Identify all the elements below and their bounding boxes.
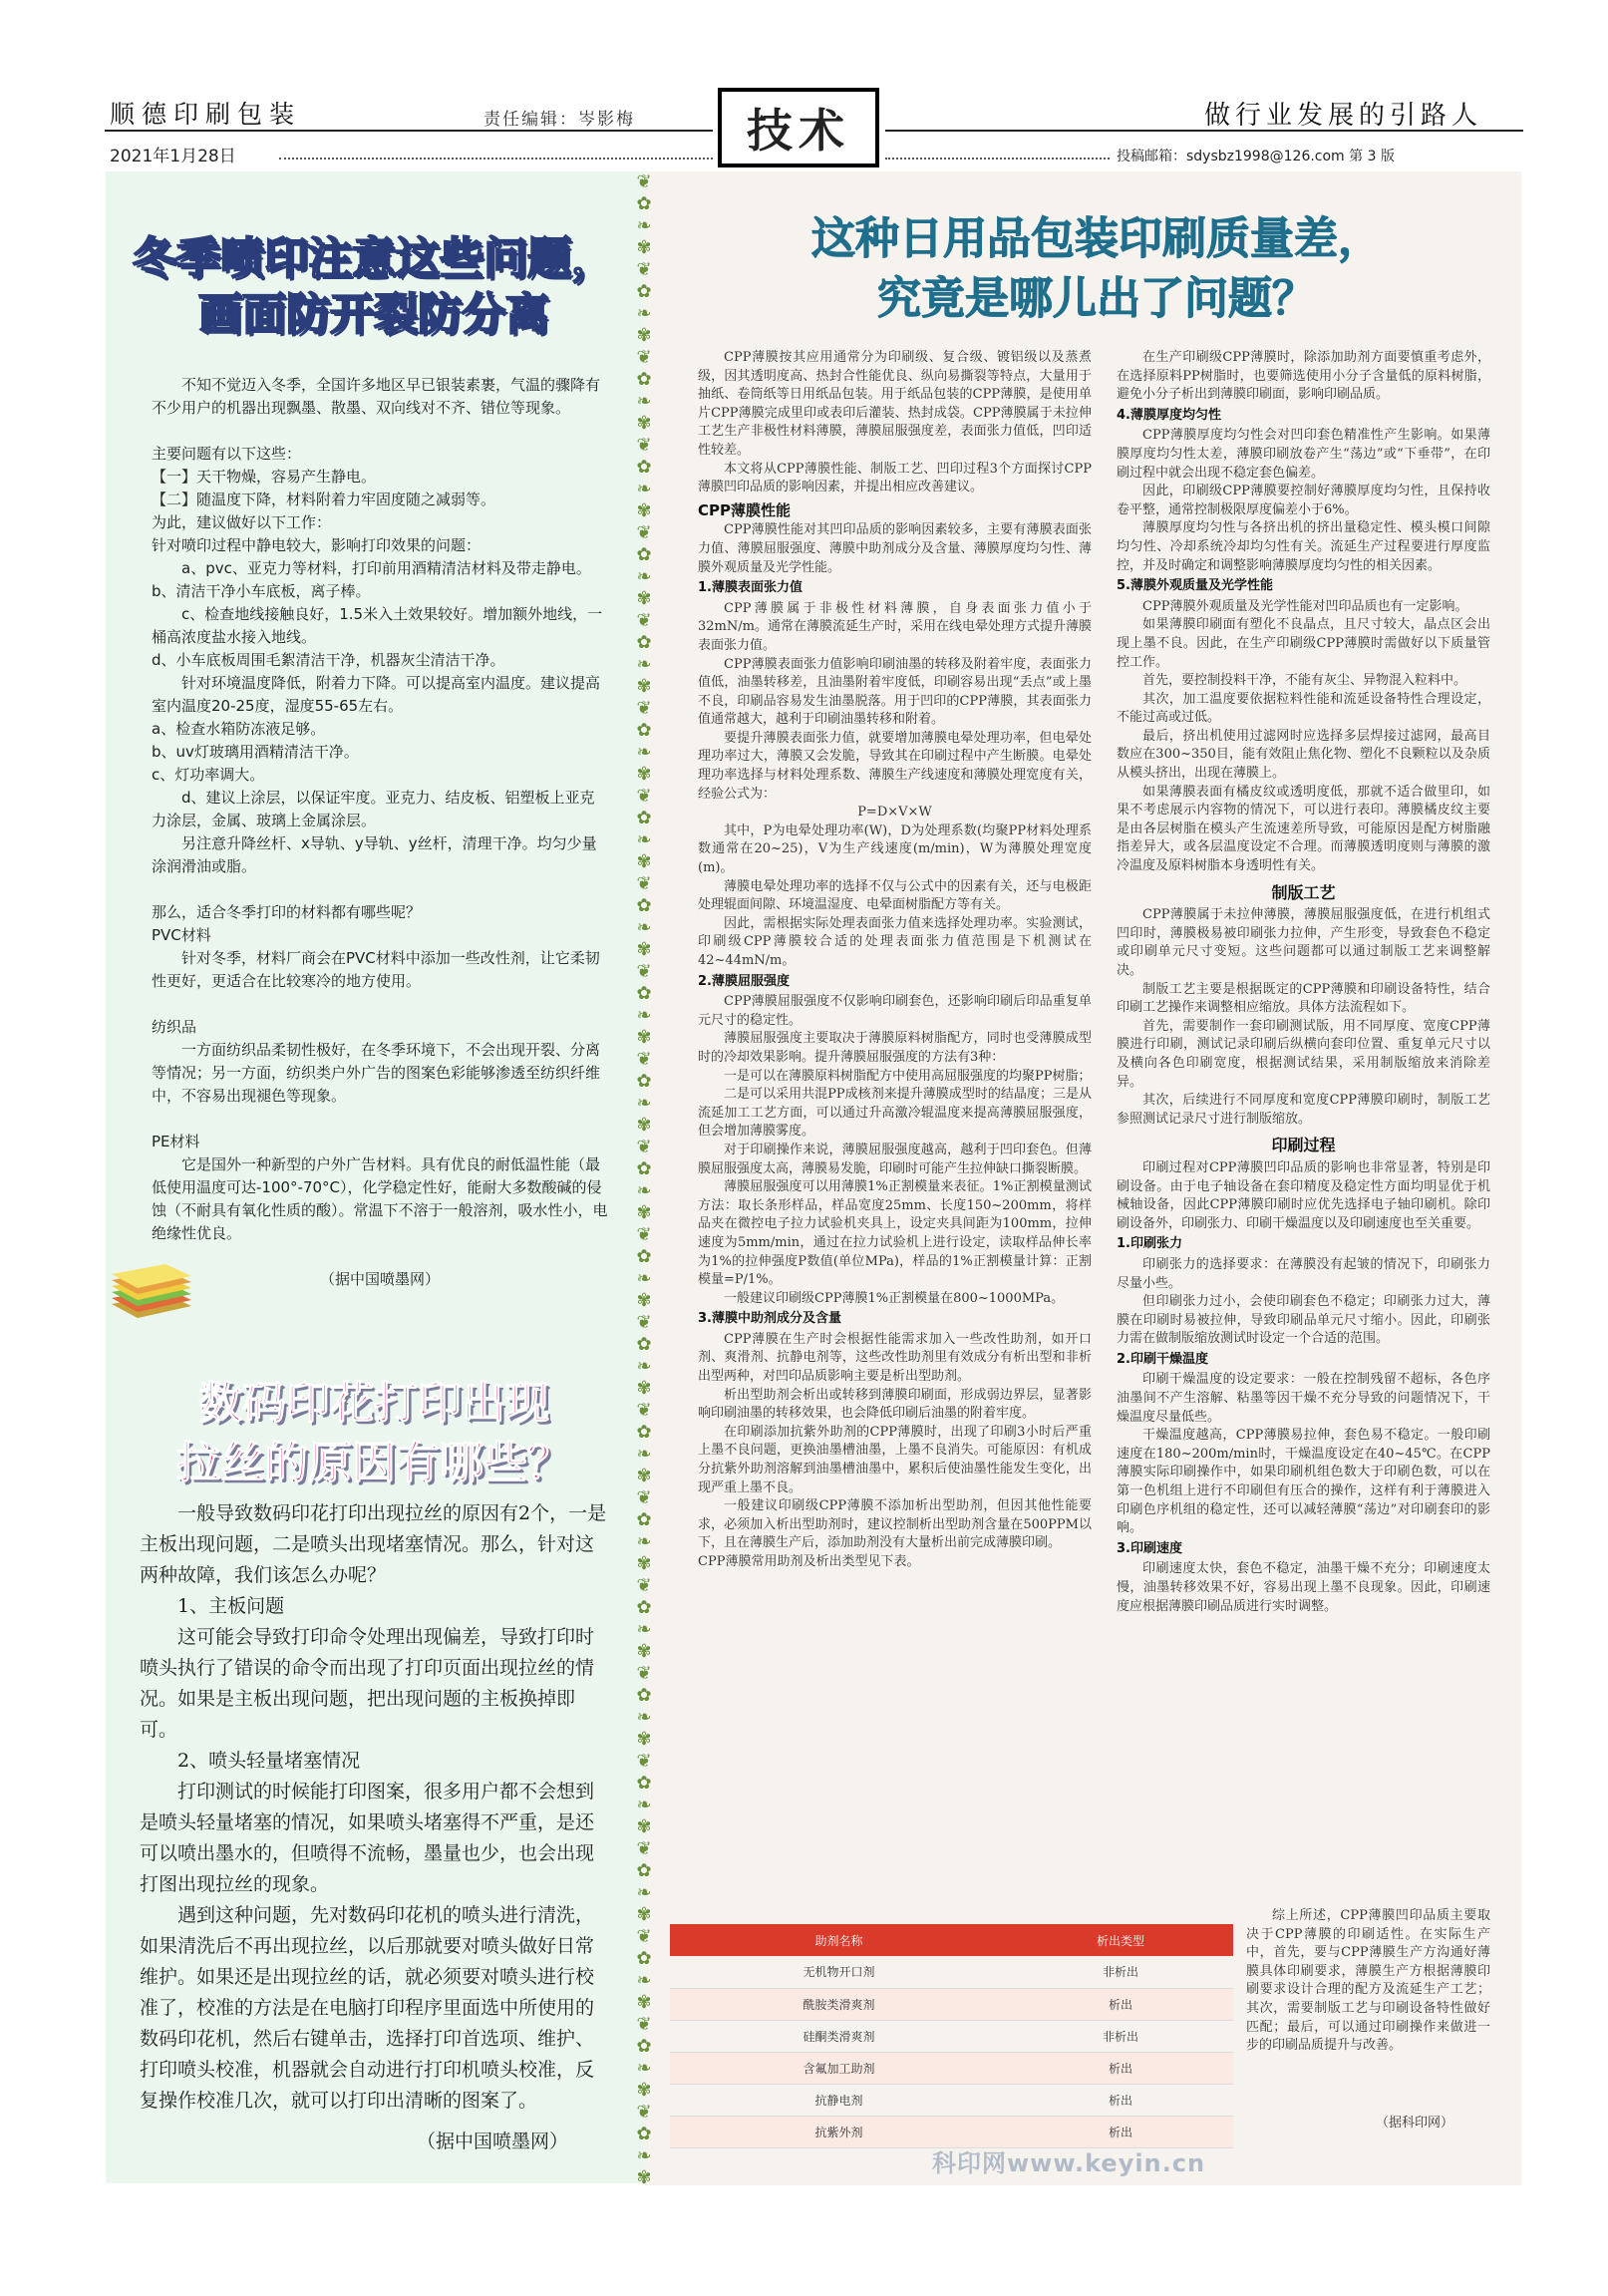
vine-leaf-icon: ❦	[636, 1049, 652, 1070]
section-heading: 制版工艺	[1271, 882, 1336, 902]
vine-leaf-icon: ❧	[636, 742, 652, 763]
vine-leaf-icon: ✿	[636, 1860, 652, 1881]
article1-line: a、检查水箱防冻液足够。	[152, 720, 326, 738]
paragraph: 干燥温度越高，CPP薄膜易拉伸，套色易不稳定。一般印刷速度在180~200m/min时，干燥温度设定在40~45℃。在CPP薄膜实际印刷操作中，如果印刷机组色数大于印刷色数，可以在第一色机组上进行不印刷但有压合的操作，这样有利于薄膜进入印刷色序机组的稳定性，还可以减轻薄膜“荡边”对印刷套印的影响。	[1117, 1428, 1490, 1536]
article1-line: c、检查地线接触良好，1.5米入土效果较好。增加额外地线，一桶高浓度盐水接入地线。	[152, 605, 603, 646]
article1-line: 纺织品	[152, 1018, 197, 1036]
paragraph: 如果薄膜印刷面有塑化不良晶点，且尺寸较大，晶点区会出现上墨不良。因此，在生产印刷级CPP薄膜时需做好以下质量管控工作。	[1117, 617, 1490, 670]
article1-line: d、小车底板周围毛絮清洁干净，机器灰尘清洁干净。	[152, 651, 505, 669]
paragraph: 最后，挤出机使用过滤网时应选择多层焊接过滤网，最高目数应在300~350目，能有效阻止焦化物、塑化不良颗粒以及杂质从模头挤出，出现在薄膜上。	[1117, 728, 1490, 782]
additive-name: 硅酮类滑爽剂	[670, 2020, 1008, 2052]
article2-paragraph: 1、主板问题	[177, 1595, 285, 1617]
precipitation-type: 析出	[1008, 2084, 1233, 2116]
paragraph: CPP薄膜在生产时会根据性能需求加入一些改性助剂，如开口剂、爽滑剂、抗静电剂等，这些改性助剂里有效成分有析出型和非析出型两种，对凹印品质影响主要是析出型助剂。	[698, 1331, 1092, 1385]
article3-conclusion	[1246, 1907, 1490, 2056]
vine-leaf-icon: ❧	[636, 654, 652, 675]
article1-line	[152, 993, 608, 1016]
vine-leaf-icon: ✿	[636, 544, 652, 565]
vine-leaf-icon: ✿	[636, 1334, 652, 1355]
masthead-title: 顺德印刷包装	[110, 100, 302, 129]
article3-source: （据科印网）	[1376, 2116, 1454, 2131]
vine-leaf-icon: ✿	[636, 1685, 652, 1706]
paragraph: 但印刷张力过小，会使印刷套色不稳定；印刷张力过大，薄膜在印刷时易被拉伸，导致印刷品单元尺寸缩小。因此，印刷张力需在做制版缩放测试时设定一个合适的范围。	[1117, 1294, 1490, 1347]
paragraph: 其次，后续进行不同厚度和宽度CPP薄膜印刷时，制版工艺参照测试记录尺寸进行制版缩放。	[1117, 1093, 1490, 1127]
vine-leaf-icon: ❧	[636, 1005, 652, 1026]
paragraph: 印刷过程对CPP薄膜凹印品质的影响也非常显著，特别是印刷设备。由于电子轴设备在套印精度及稳定性方面均明显优于机械轴设备，因此CPP薄膜印刷时应优先选择电子轴印刷机。除印刷设备外，印刷张力、印刷干燥温度以及印刷速度也至关重要。	[1117, 1159, 1490, 1231]
paragraph: 本文将从CPP薄膜性能、制版工艺、凹印过程3个方面探讨CPP薄膜凹印品质的影响因素，并提出相应改善建议。	[698, 461, 1092, 495]
section-heading: 4.薄膜厚度均匀性	[1117, 407, 1221, 423]
paragraph: 如果薄膜表面有橘皮纹或透明度低，那就不适合做里印，如果不考虑展示内容物的情况下，可以进行表印。薄膜橘皮纹主要是由各层树脂在模头产生流速差所导致，可能原因是配方树脂融指差异大，或各层温度设定不合理。而薄膜透明度则与薄膜的激冷温度及原料树脂本身透明性有关。	[1117, 784, 1490, 874]
section-heading: 1.印刷张力	[1117, 1236, 1182, 1252]
article2-paragraph: 2、喷头轻量堵塞情况	[177, 1750, 361, 1772]
vine-leaf-icon: ✾	[636, 939, 652, 960]
paragraph: 印刷速度太快，套色不稳定，油墨干燥不充分；印刷速度太慢，油墨转移效果不好，容易出现上墨不良现象。因此，印刷速度应根据薄膜印刷品质进行实时调整。	[1117, 1561, 1490, 1614]
table-row	[670, 2084, 1233, 2116]
article3-column-a	[698, 349, 1092, 1572]
vine-leaf-icon: ✿	[636, 1597, 652, 1618]
vine-leaf-icon: ❧	[636, 1795, 652, 1815]
vine-leaf-icon: ✾	[636, 1904, 652, 1925]
paragraph: 制版工艺主要是根据既定的CPP薄膜和印刷设备特性，结合印刷工艺操作来调整相应缩放。具体方法流程如下。	[1117, 981, 1490, 1016]
additive-name: 含氟加工助剂	[670, 2052, 1008, 2084]
vine-leaf-icon: ✾	[636, 2167, 652, 2185]
paragraph: CPP薄膜表面张力值影响印刷油墨的转移及附着牢度，表面张力值低，油墨转移差，且油墨附着牢度低，印刷容易出现“丢点”或上墨不良，印刷品容易发生油墨脱落。用于凹印的CPP薄膜，其表面张力值通常越大，越利于印刷油墨转移和附着。	[698, 656, 1092, 728]
article2-title-line2: 拉丝的原因有哪些？	[176, 1438, 571, 1488]
section-heading: CPP薄膜性能	[698, 500, 791, 519]
paragraph: 在印刷添加抗紫外助剂的CPP薄膜时，出现了印刷3小时后严重上墨不良问题，更换油墨槽油墨，上墨不良消失。可能原因：有机成分抗紫外助剂溶解到油墨槽油墨中，累积后使油墨性能发生变化，出现严重上墨不良。	[698, 1424, 1092, 1495]
section-heading: 2.薄膜屈服强度	[698, 973, 790, 989]
article1-body	[152, 374, 608, 1291]
article1-line	[152, 420, 608, 443]
vine-leaf-icon: ❦	[636, 347, 652, 368]
article1-line: 它是国外一种新型的户外广告材料。具有优良的耐低温性能（最低使用温度可达-100°-70°C），化学稳定性好，能耐大多数酸碱的侵蚀（不耐具有氧化性质的酸）。常温下不溶于一般溶剂，吸水性小，电绝缘性优良。	[152, 1155, 608, 1242]
editor-credit: 责任编辑：岑影梅	[483, 110, 635, 130]
vine-leaf-icon: ✿	[636, 2036, 652, 2057]
paragraph: CPP薄膜性能对其凹印品质的影响因素较多，主要有薄膜表面张力值、薄膜屈服强度、薄膜中助剂成分及含量、薄膜厚度均匀性、薄膜外观质量及光学性能。	[698, 522, 1092, 575]
paragraph: 印刷张力的选择要求：在薄膜没有起皱的情况下，印刷张力尽量小些。	[1117, 1256, 1490, 1291]
paragraph: CPP薄膜屈服强度不仅影响印刷套色，还影响印刷后印品重复单元尺寸的稳定性。	[698, 994, 1092, 1028]
vine-leaf-icon: ❦	[636, 1137, 652, 1157]
article1-line: 那么，适合冬季打印的材料都有哪些呢？	[152, 903, 422, 921]
paragraph: CPP薄膜厚度均匀性会对凹印套色精准性产生影响。如果薄膜厚度均匀性太差，薄膜印刷放卷产生“荡边”或“下垂带”，在印刷过程中就会出现不稳定套色偏差。	[1117, 428, 1490, 481]
section-heading: 5.薄膜外观质量及光学性能	[1117, 578, 1273, 594]
vine-leaf-icon: ✿	[636, 983, 652, 1004]
paragraph: CPP薄膜属于未拉伸薄膜，薄膜屈服强度低，在进行机组式凹印时，薄膜极易被印刷张力拉伸，产生形变，导致套色不稳定或印刷单元尺寸变短。这些问题都可以通过制版工艺来调整解决。	[1117, 907, 1490, 978]
vine-leaf-icon: ❦	[636, 435, 652, 456]
article1-title	[110, 231, 638, 343]
vine-leaf-icon: ✿	[636, 1422, 652, 1443]
vine-leaf-icon: ❦	[636, 1224, 652, 1245]
additive-name: 抗紫外剂	[670, 2116, 1008, 2147]
vine-leaf-icon: ❧	[636, 1970, 652, 1991]
section-label: 技术	[718, 88, 879, 167]
additive-table	[670, 1924, 1233, 2148]
vine-leaf-icon: ❦	[636, 171, 652, 192]
vine-leaf-icon: ❧	[636, 1268, 652, 1289]
vine-leaf-icon: ❦	[636, 1663, 652, 1684]
article1-title-line2: 画面防开裂防分离	[198, 289, 549, 340]
vine-leaf-icon: ✿	[636, 720, 652, 741]
article1-line: 主要问题有以下这些：	[152, 445, 302, 463]
vine-leaf-icon: ✾	[636, 1641, 652, 1662]
vine-leaf-icon: ❧	[636, 1444, 652, 1465]
article1-line: 一方面纺织品柔韧性极好，在冬季环境下，不会出现开裂、分离等情况；另一方面，纺织类户外广告的图案色彩能够渗透至纺织纤维中，不容易出现褪色等现象。	[152, 1041, 601, 1105]
vine-leaf-icon: ✾	[636, 851, 652, 872]
vine-leaf-icon: ✿	[636, 281, 652, 302]
additive-name: 无机物开口剂	[670, 1956, 1008, 1988]
article1-line: 不知不觉迈入冬季，全国许多地区早已银装素裹，气温的骤降有不少用户的机器出现飘墨、散墨、双向线对不齐、错位等现象。	[152, 376, 601, 417]
paragraph: 薄膜屈服强度主要取决于薄膜原料树脂配方，同时也受薄膜成型时的冷却效果影响。提升薄膜屈服强度的方法有3种：	[698, 1031, 1092, 1065]
article1-line: PVC材料	[152, 926, 211, 944]
section-heading: 1.薄膜表面张力值	[698, 580, 803, 596]
paragraph: 二是可以采用共混PP成核剂来提升薄膜成型时的结晶度；三是从流延加工工艺方面，可以通过升高激冷辊温度来提高薄膜屈服强度，但会增加薄膜雾度。	[698, 1087, 1092, 1140]
paragraph: 印刷干燥温度的设定要求：一般在控制残留不超标，各色序油墨间不产生溶解、粘墨等因干燥不充分导致的问题情况下，干燥温度尽量低些。	[1117, 1372, 1490, 1425]
vine-leaf-icon: ❦	[636, 259, 652, 280]
section-heading: 3.薄膜中助剂成分及含量	[698, 1311, 841, 1327]
paragraph: 一是可以在薄膜原料树脂配方中使用高屈服强度的均聚PP树脂；	[724, 1068, 1092, 1084]
article2-paragraph: 这可能会导致打印命令处理出现偏差，导致打印时喷头执行了错误的命令而出现了打印页面出现拉丝的情况。如果是主板出现问题，把出现问题的主板换掉即可。	[140, 1626, 595, 1741]
paragraph: 薄膜屈服强度可以用薄膜1%正割模量来表征。1%正割模量测试方法：取长条形样品，样品宽度25mm、长度150~200mm，将样品夹在微控电子拉力试验机夹具上，设定夹具间距为100mm，拉伸速度为5mm/min，通过在拉力试验机上进行设定，读取样品伸长率为1%的拉伸强度P数值(单位MPa)，样品的1%正割模量计算：正割模量=P/1%。	[698, 1179, 1092, 1288]
vine-leaf-icon: ❧	[636, 1093, 652, 1114]
slogan: 做行业发展的引路人	[1204, 101, 1483, 131]
table-row	[670, 1988, 1233, 2020]
article1-line: 针对喷印过程中静电较大，影响打印效果的问题：	[152, 536, 482, 554]
article3-title-line2: 究竟是哪儿出了问题？	[877, 273, 1316, 324]
article1-title-line1: 冬季喷印注意这些问题，	[133, 233, 615, 284]
vine-leaf-icon: ❦	[636, 1751, 652, 1772]
section-heading: 3.印刷速度	[1117, 1540, 1182, 1556]
vine-leaf-icon: ❧	[636, 829, 652, 850]
vine-leaf-icon: ❧	[636, 479, 652, 499]
paragraph: 一般建议印刷级CPP薄膜1%正割模量在800~1000MPa。	[724, 1290, 1065, 1306]
paragraph: 对于印刷操作来说，薄膜屈服强度越高，越利于凹印套色。但薄膜屈服强度太高，薄膜易发脆，印刷时可能产生拉伸缺口撕裂断膜。	[698, 1142, 1092, 1176]
precipitation-type: 析出	[1008, 2116, 1233, 2147]
article1-line: 针对环境温度降低，附着力下降。可以提高室内温度。建议提高室内温度20-25度，湿度55-65左右。	[152, 674, 601, 715]
paragraph: 其中，P为电晕处理功率(W)，D为处理系数(均聚PP材料处理系数通常在20~25)，V为生产线速度(m/min)，W为薄膜处理宽度(m)。	[698, 822, 1092, 876]
vine-leaf-icon: ✾	[636, 500, 652, 521]
vine-leaf-icon: ✿	[636, 1246, 652, 1267]
paragraph: 因此，需根据实际处理表面张力值来选择处理功率。实验测试，印刷级CPP薄膜较合适的处理表面张力值范围是下机测试在42~44mN/m。	[698, 915, 1092, 968]
paragraph: CPP薄膜按其应用通常分为印刷级、复合级、镀铝级以及蒸煮级，因其透明度高、热封合性能优良、纵向易撕裂等特点，大量用于抽纸、卷筒纸等日用纸品包装。用于纸品包装的CPP薄膜，是使用单片CPP薄膜完成里印或表印后灌装、热封成袋。CPP薄膜属于未拉伸工艺生产非极性材料薄膜，薄膜屈服强度差，表面张力值低，凹印适性较差。	[698, 350, 1092, 458]
vine-leaf-icon: ✿	[636, 1071, 652, 1092]
vine-leaf-icon: ✾	[636, 1378, 652, 1399]
vine-leaf-icon: ✿	[636, 369, 652, 390]
article2-source: （据中国喷墨网）	[416, 2131, 568, 2152]
vine-leaf-icon: ✾	[636, 1290, 652, 1311]
article1-line	[152, 1108, 608, 1131]
vine-leaf-icon: ✿	[636, 2124, 652, 2144]
table-header-type: 析出类型	[1008, 1924, 1233, 1956]
vine-leaf-icon: ✾	[636, 676, 652, 697]
vine-leaf-icon: ❧	[636, 303, 652, 324]
article2-title-line1: 数码印花打印出现	[198, 1378, 549, 1429]
header-dots-left	[279, 158, 713, 160]
vine-leaf-icon: ❦	[636, 786, 652, 807]
vine-leaf-icon: ✾	[636, 1027, 652, 1048]
table-row	[670, 1956, 1233, 1988]
paragraph: 首先，要控制投料干净，不能有灰尘、异物混入粒料中。	[1142, 673, 1467, 689]
vine-leaf-icon: ❧	[636, 2145, 652, 2166]
vine-leaf-icon: ✾	[636, 1466, 652, 1486]
vine-leaf-icon: ❦	[636, 698, 652, 719]
vine-leaf-icon: ✾	[636, 588, 652, 609]
vine-leaf-icon: ❧	[636, 1531, 652, 1552]
vine-leaf-icon: ❦	[636, 2014, 652, 2035]
vine-leaf-icon: ✿	[636, 808, 652, 828]
article1-line: b、uv灯玻璃用酒精清洁干净。	[152, 743, 359, 761]
article1-line: 【一】天干物燥，容易产生静电。	[152, 468, 377, 486]
vine-leaf-icon: ❦	[636, 522, 652, 543]
vine-leaf-icon: ✾	[636, 1816, 652, 1837]
vine-leaf-icon: ✾	[636, 413, 652, 434]
vine-leaf-icon: ❧	[636, 391, 652, 412]
paragraph: CPP薄膜属于非极性材料薄膜，自身表面张力值小于32mN/m。通常在薄膜流延生产时，采用在线电晕处理方式提升薄膜表面张力值。	[698, 600, 1092, 653]
vine-leaf-icon: ✿	[636, 1158, 652, 1179]
vine-leaf-icon: ✾	[636, 1553, 652, 1574]
vine-leaf-icon: ❦	[636, 961, 652, 982]
article3-title	[698, 209, 1495, 329]
article2-paragraph: 遇到这种问题，先对数码印花机的喷头进行清洗，如果清洗后不再出现拉丝，以后那就要对喷头做好日常维护。如果还是出现拉丝的话，就必须要对喷头进行校准了，校准的方法是在电脑打印程序里面选中所使用的数码印花机，然后右键单击，选择打印首选项、维护、打印喷头校准，机器就会自动进行打印机喷头校准，反复操作校准几次，就可以打印出清晰的图案了。	[140, 1904, 595, 2112]
additive-name: 抗静电剂	[670, 2084, 1008, 2116]
books-illustration	[106, 1254, 197, 1324]
vine-leaf-icon: ❦	[636, 1400, 652, 1421]
precipitation-type: 析出	[1008, 2052, 1233, 2084]
article2-paragraph: 打印测试的时候能打印图案，很多用户都不会想到是喷头轻量堵塞的情况，如果喷头堵塞得不严重，是还可以喷出墨水的，但喷得不流畅，墨量也少，也会出现打图出现拉丝的现象。	[140, 1781, 595, 1895]
vine-leaf-icon: ❦	[636, 2102, 652, 2123]
table-row	[670, 2052, 1233, 2084]
article2-paragraph: 一般导致数码印花打印出现拉丝的原因有2个，一是主板出现问题，二是喷头出现堵塞情况。那么，针对这两种故障，我们该怎么办呢？	[140, 1502, 607, 1586]
header-dots-right	[885, 158, 1110, 160]
vine-leaf-icon: ✿	[636, 1948, 652, 1969]
article1-line: 另注意升降丝杆、x导轨、y导轨、y丝杆，清理干净。均匀少量涂润滑油或脂。	[152, 834, 597, 875]
vine-leaf-icon: ❦	[636, 1838, 652, 1859]
article1-line: d、建议上涂层，以保证牢度。亚克力、结皮板、铝塑板上亚克力涂层，金属、玻璃上金属涂层。	[152, 789, 595, 829]
vine-leaf-icon: ✾	[636, 237, 652, 258]
vine-leaf-icon: ✾	[636, 1992, 652, 2013]
vine-leaf-icon: ❦	[636, 873, 652, 894]
vine-leaf-icon: ❦	[636, 1487, 652, 1508]
vine-leaf-icon: ❧	[636, 2058, 652, 2079]
article1-line: b、清洁干净小车底板，离子棒。	[152, 582, 371, 600]
article1-line: c、灯功率调大。	[152, 766, 265, 784]
table-header-name: 助剂名称	[670, 1924, 1008, 1956]
vine-leaf-icon: ✿	[636, 193, 652, 214]
article1-line: a、pvc、亚克力等材料，打印前用酒精清洁材料及带走静电。	[181, 559, 591, 577]
vine-leaf-icon: ✾	[636, 1115, 652, 1136]
paragraph: 其次，加工温度要依据粒料性能和流延设备特性合理设定，不能过高或过低。	[1117, 691, 1490, 726]
vine-leaf-icon: ✿	[636, 1509, 652, 1530]
table-row	[670, 2020, 1233, 2052]
article3-title-line1: 这种日用品包装印刷质量差，	[811, 213, 1382, 264]
vine-leaf-icon: ✿	[636, 632, 652, 653]
vine-leaf-icon: ✾	[636, 764, 652, 785]
vine-leaf-icon: ❦	[636, 1575, 652, 1596]
vine-leaf-icon: ✾	[636, 325, 652, 346]
paragraph: 首先，需要制作一套印刷测试版，用不同厚度、宽度CPP薄膜进行印刷，测试记录印刷后纵横向套印位置、重复单元尺寸以及横向各色印刷宽度，根据测试结果，采用制版缩放来消除差异。	[1117, 1018, 1490, 1090]
issue-date: 2021年1月28日	[110, 147, 236, 166]
vine-leaf-icon: ❦	[636, 1312, 652, 1333]
vine-leaf-icon: ❧	[636, 1619, 652, 1640]
paragraph: 在生产印刷级CPP薄膜时，除添加助剂方面要慎重考虑外，在选择原料PP树脂时，也要筛选使用小分子含量低的原料树脂，避免小分子析出到薄膜印刷面，影响印刷品质。	[1117, 350, 1490, 403]
paragraph: 薄膜电晕处理功率的选择不仅与公式中的因素有关，还与电极距处理辊面间隙、环境温湿度、电晕面树脂配方等有关。	[698, 878, 1092, 913]
paragraph: 析出型助剂会析出或转移到薄膜印刷面，形成弱边界层，显著影响印刷油墨的转移效果，也会降低印刷后油墨的附着牢度。	[698, 1387, 1092, 1422]
article1-line: PE材料	[152, 1133, 200, 1150]
vine-leaf-icon: ❦	[636, 610, 652, 631]
paragraph: CPP薄膜外观质量及光学性能对凹印品质也有一定影响。	[1142, 598, 1468, 614]
submission-email: 投稿邮箱：sdysbz1998@126.com 第 3 版	[1117, 149, 1395, 164]
paragraph: 因此，印刷级CPP薄膜要控制好薄膜厚度均匀性，且保持收卷平整，通常控制极限厚度偏差小于6%。	[1117, 484, 1490, 517]
watermark: 科印网www.keyin.cn	[932, 2149, 1206, 2177]
vine-leaf-icon: ❧	[636, 566, 652, 587]
vine-leaf-icon: ✾	[636, 1202, 652, 1223]
article1-line: 针对冬季，材料厂商会在PVC材料中添加一些改性剂，让它柔韧性更好，更适合在比较寒冷的地方使用。	[152, 949, 600, 990]
vine-leaf-icon: ❧	[636, 1180, 652, 1201]
precipitation-type: 析出	[1008, 1988, 1233, 2020]
vine-divider	[626, 171, 662, 2185]
article1-source: （据中国喷墨网）	[319, 1270, 440, 1288]
vine-leaf-icon: ❧	[636, 917, 652, 938]
section-heading: 2.印刷干燥温度	[1117, 1351, 1208, 1367]
paragraph: CPP薄膜常用助剂及析出类型见下表。	[698, 1554, 920, 1569]
conclusion-text: 综上所述，CPP薄膜凹印品质主要取决于CPP薄膜的印刷适性。在实际生产中，首先，要与CPP薄膜生产方沟通好薄膜具体印刷要求，薄膜生产方根据薄膜印刷要求设计合理的配方及流延生产工艺；其次，需要制版工艺与印刷设备特性做好匹配；最后，可以通过印刷操作来做进一步的印刷品质提升与改善。	[1246, 1908, 1490, 2054]
vine-leaf-icon: ❧	[636, 1356, 652, 1377]
header-rule-left	[105, 130, 713, 132]
vine-leaf-icon: ✾	[636, 1729, 652, 1750]
paragraph: 一般建议印刷级CPP薄膜不添加析出型助剂，但因其他性能要求，必须加入析出型助剂时，建议控制析出型助剂含量在500PPM以下，且在薄膜生产后，添加助剂没有大量析出前完成薄膜印刷。	[698, 1498, 1092, 1551]
article1-line: 【二】随温度下降，材料附着力牢固度随之减弱等。	[152, 491, 496, 508]
vine-leaf-icon: ✿	[636, 895, 652, 916]
article2-title	[120, 1374, 628, 1493]
vine-leaf-icon: ❧	[636, 215, 652, 236]
section-heading: 印刷过程	[1271, 1136, 1336, 1155]
article1-line: 为此，建议做好以下工作：	[152, 513, 332, 531]
precipitation-type: 非析出	[1008, 1956, 1233, 1988]
article1-line	[152, 878, 608, 901]
additive-name: 酰胺类滑爽剂	[670, 1988, 1008, 2020]
precipitation-type: 非析出	[1008, 2020, 1233, 2052]
paragraph: P=D×V×W	[857, 805, 932, 820]
vine-leaf-icon: ❧	[636, 1882, 652, 1903]
paragraph: 要提升薄膜表面张力值，就要增加薄膜电晕处理功率，但电晕处理功率过大，薄膜又会发脆，导致其在印刷过程中产生断膜。电晕处理功率选择与材料处理系数、薄膜生产线速度和薄膜处理宽度有关，经验公式为：	[698, 730, 1092, 802]
vine-leaf-icon: ✿	[636, 1773, 652, 1794]
vine-leaf-icon: ✿	[636, 457, 652, 478]
paragraph: 薄膜厚度均匀性与各挤出机的挤出量稳定性、模头模口间隙均匀性、冷却系统冷却均匀性有关。流延生产过程要进行厚度监控，并及时确定和调整影响薄膜厚度均匀性的相关因素。	[1117, 520, 1490, 573]
vine-leaf-icon: ❦	[636, 1926, 652, 1947]
vine-leaf-icon: ❧	[636, 1707, 652, 1728]
article2-body	[140, 1498, 608, 2157]
vine-leaf-icon: ✾	[636, 2080, 652, 2101]
article3-column-b	[1117, 349, 1490, 1616]
